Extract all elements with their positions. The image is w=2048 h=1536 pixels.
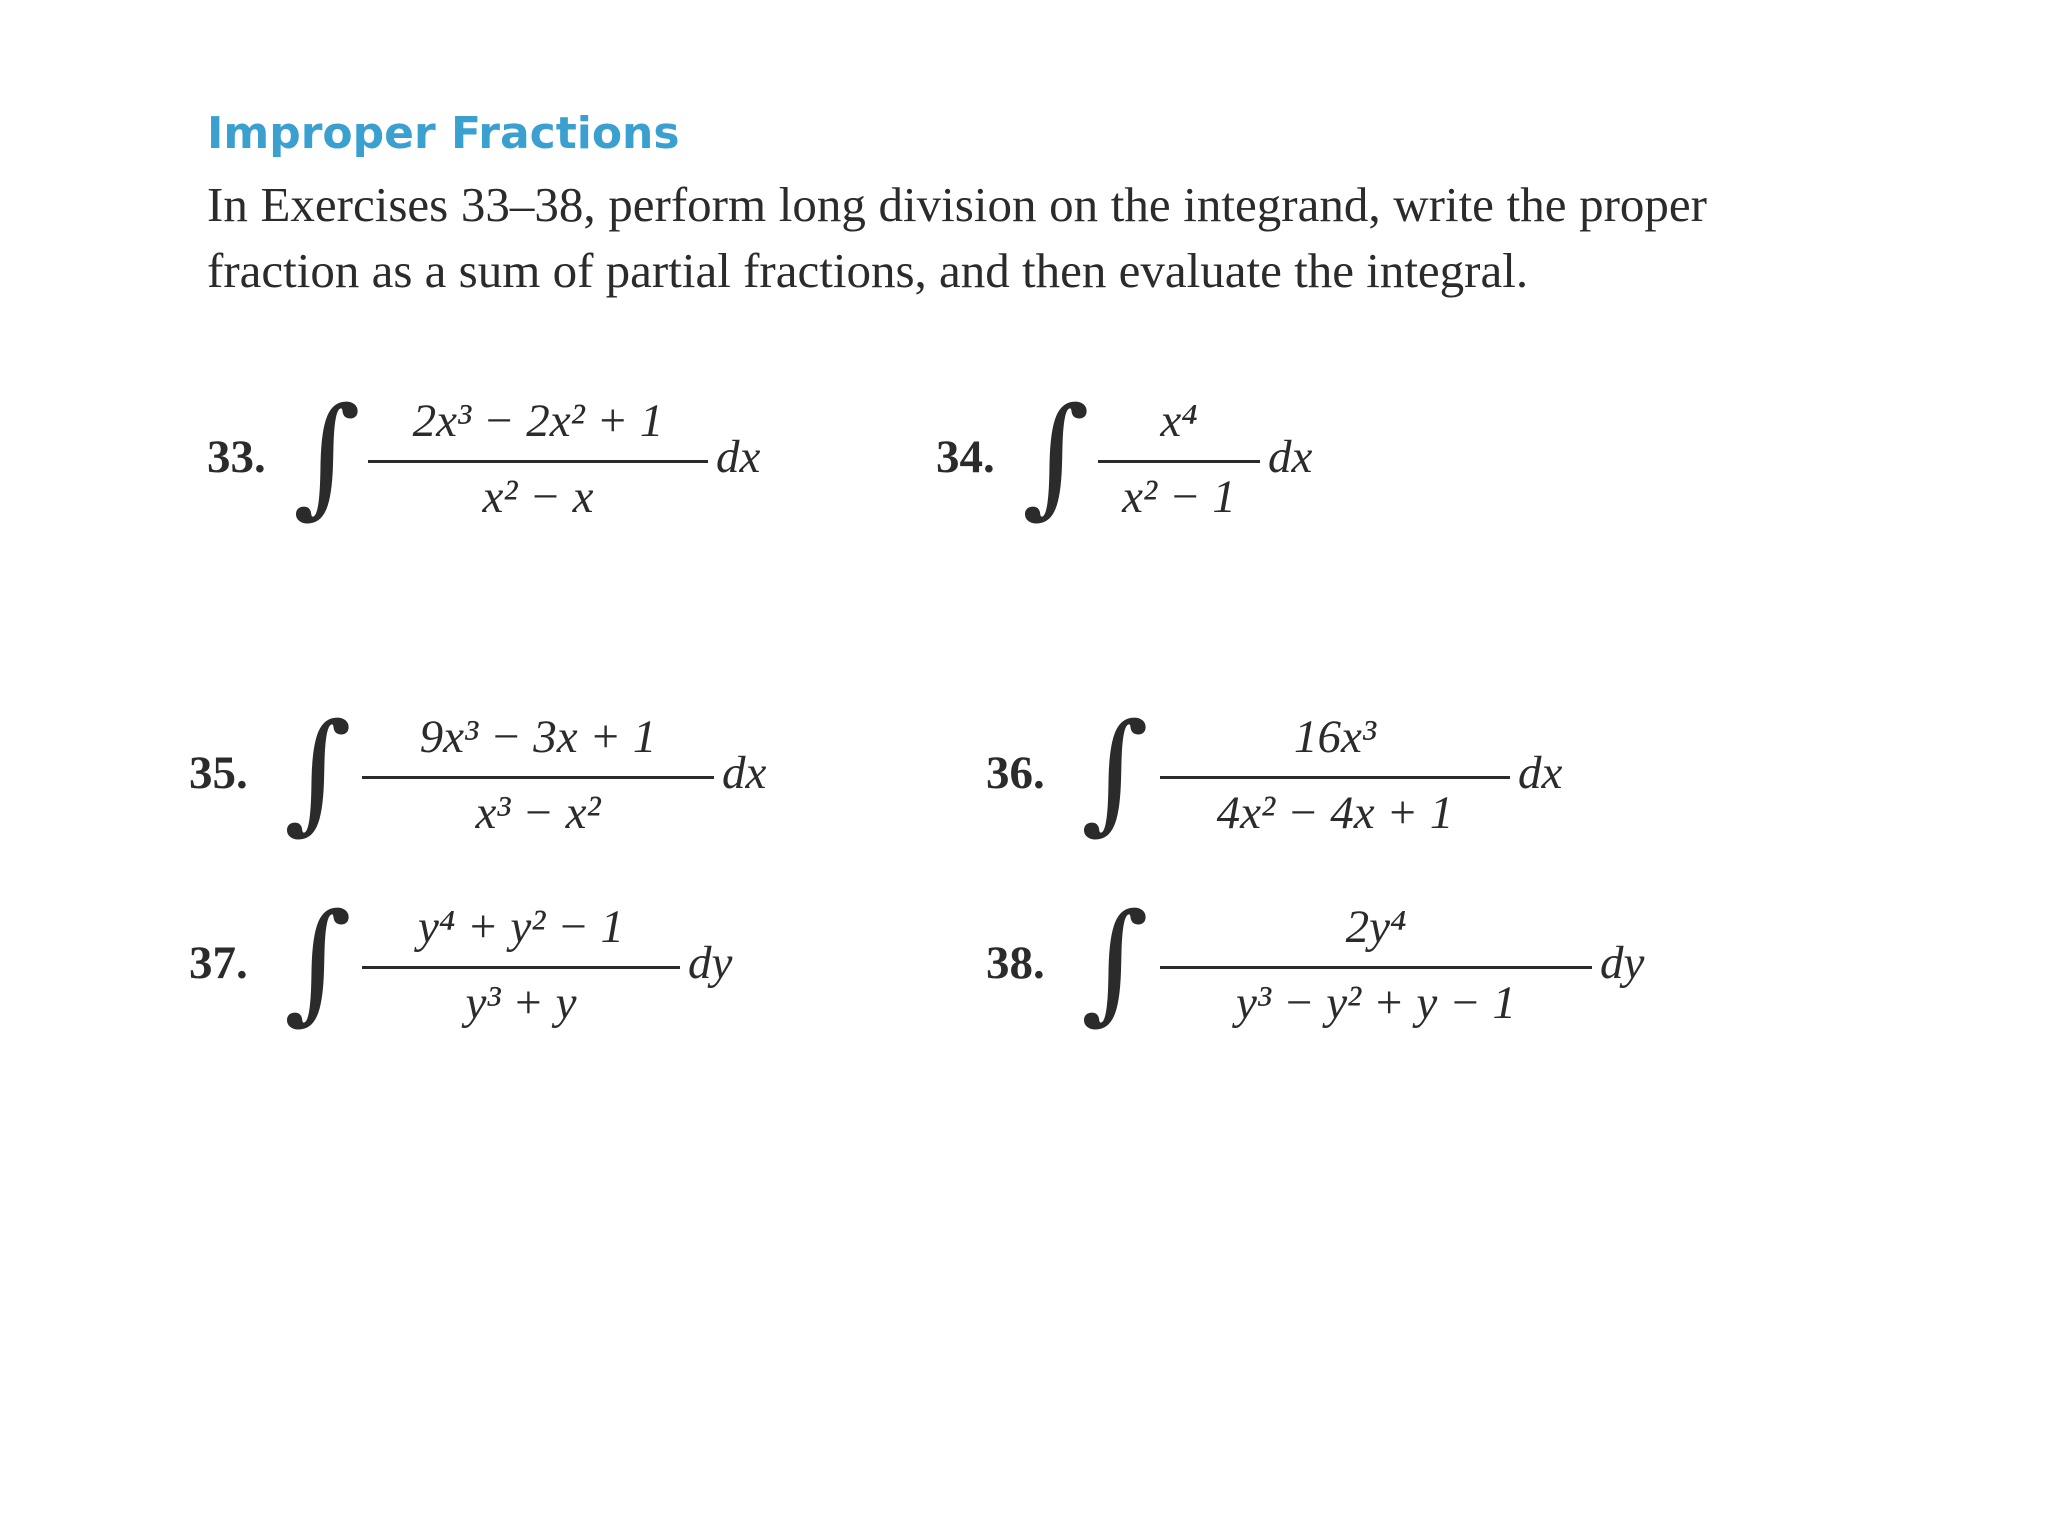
integral-sign: ∫ bbox=[1081, 885, 1149, 1037]
denominator: y³ + y bbox=[465, 977, 577, 1029]
exercise-number: 35. bbox=[189, 747, 248, 799]
integral-sign: ∫ bbox=[293, 379, 361, 531]
differential: dx bbox=[722, 747, 767, 799]
numerator: y⁴ + y² − 1 bbox=[417, 901, 625, 953]
exercise-number: 33. bbox=[207, 431, 266, 483]
numerator: 2x³ − 2x² + 1 bbox=[412, 395, 664, 447]
integral-sign: ∫ bbox=[284, 885, 352, 1037]
integrand-fraction bbox=[1160, 902, 1592, 1032]
denominator: y³ − y² + y − 1 bbox=[1236, 977, 1516, 1029]
fraction-bar bbox=[362, 966, 680, 969]
fraction-bar bbox=[1160, 966, 1592, 969]
integrand-fraction bbox=[362, 902, 680, 1032]
section-heading: Improper Fractions bbox=[207, 108, 680, 159]
integrand-fraction bbox=[1160, 712, 1510, 842]
exercise-number: 37. bbox=[189, 937, 248, 989]
fraction-bar bbox=[368, 460, 708, 463]
integrand-fraction bbox=[1098, 396, 1260, 526]
differential: dy bbox=[688, 937, 733, 989]
denominator: x³ − x² bbox=[475, 787, 601, 839]
differential: dy bbox=[1600, 937, 1645, 989]
integrand-fraction bbox=[368, 396, 708, 526]
differential: dx bbox=[1518, 747, 1563, 799]
numerator: 9x³ − 3x + 1 bbox=[419, 711, 657, 763]
differential: dx bbox=[716, 431, 761, 483]
numerator: x⁴ bbox=[1160, 395, 1198, 447]
instructions-text: In Exercises 33–38, perform long division on the integrand, write the proper fraction as a sum of partial fractions, and then evaluate the integral. bbox=[207, 177, 1707, 298]
exercise-number: 36. bbox=[986, 747, 1045, 799]
numerator: 2y⁴ bbox=[1345, 901, 1407, 953]
denominator: x² − 1 bbox=[1122, 471, 1236, 523]
numerator: 16x³ bbox=[1294, 711, 1376, 763]
denominator: x² − x bbox=[482, 471, 594, 523]
integrand-fraction bbox=[362, 712, 714, 842]
integral-sign: ∫ bbox=[1022, 379, 1090, 531]
exercise-number: 38. bbox=[986, 937, 1045, 989]
exercise-number: 34. bbox=[936, 431, 995, 483]
integral-sign: ∫ bbox=[284, 695, 352, 847]
fraction-bar bbox=[1098, 460, 1260, 463]
fraction-bar bbox=[1160, 776, 1510, 779]
fraction-bar bbox=[362, 776, 714, 779]
denominator: 4x² − 4x + 1 bbox=[1216, 787, 1454, 839]
integral-sign: ∫ bbox=[1081, 695, 1149, 847]
differential: dx bbox=[1268, 431, 1313, 483]
